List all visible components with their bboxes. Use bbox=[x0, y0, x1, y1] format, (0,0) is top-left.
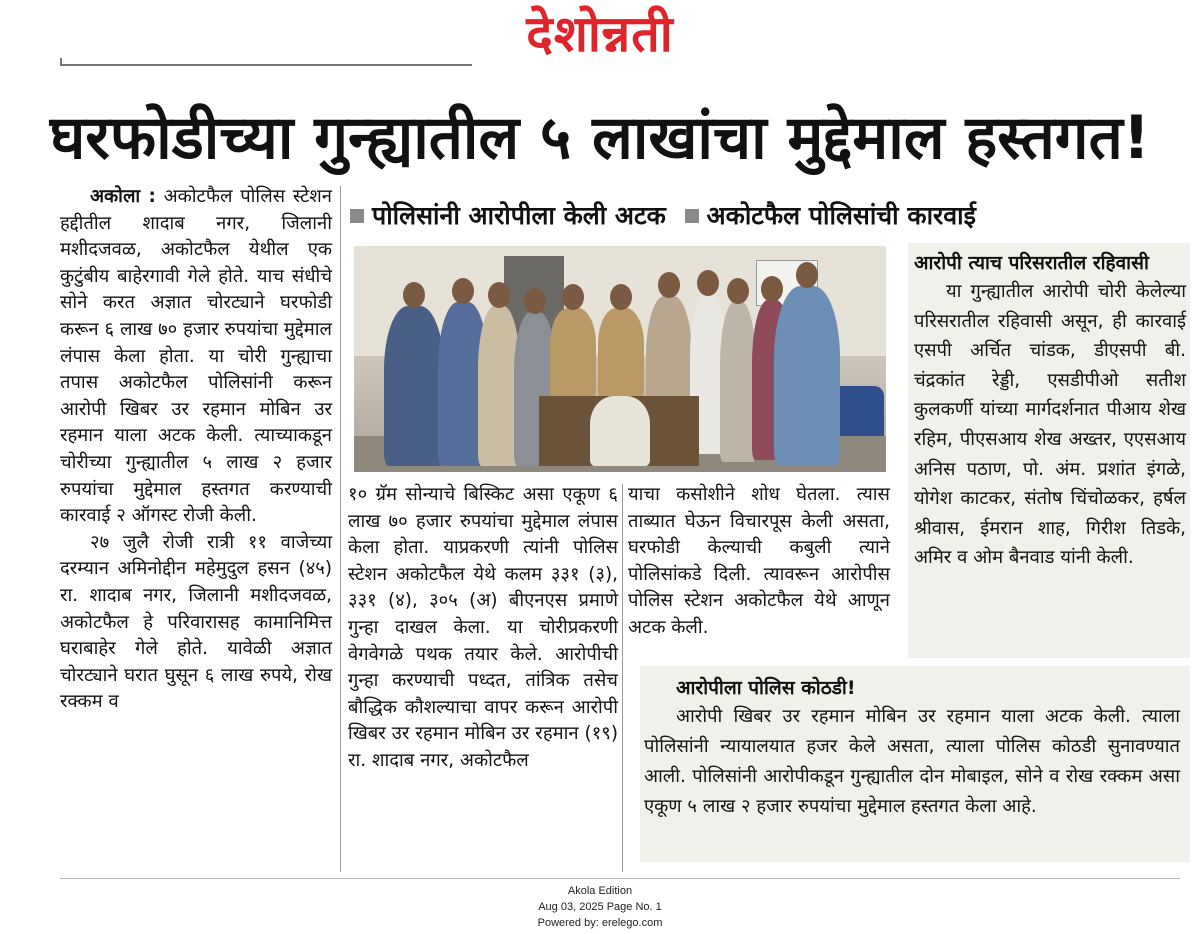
footer-rule bbox=[60, 878, 1180, 879]
photo-person bbox=[774, 286, 840, 466]
sidebar-residents-box bbox=[908, 243, 1190, 658]
column-divider-1 bbox=[340, 186, 341, 872]
sidebar-custody-title: आरोपीला पोलिस कोठडी! bbox=[676, 677, 856, 699]
article-col2-text: १० ग्रॅम सोन्याचे बिस्किट असा एकूण ६ लाख ७० हजार रुपयांचा मुद्देमाल लंपास केला होता. याप्रकरणी त्यांनी पोलिस स्टेशन अकोटफैल येथे कलम ३३१ (३), ३३१ (४), ३०५ (अ) बीएनएस प्रमाणे गुन्हा दाखल केला. या चोरीप्रकरणी वेगवेगळे पथक तयार केले. आरोपीची गुन्हा करण्याची पध्दत, तांत्रिक तसेच बौद्धिक कौशल्याचा वापर करून आरोपी खिबर उर रहमान मोबिन उर रहमान (१९) रा. शादाब नगर, अकोटफैल bbox=[348, 484, 618, 771]
sidebar-custody-text: आरोपी खिबर उर रहमान मोबिन उर रहमान याला अटक केली. त्याला पोलिसांनी न्यायालयात हजर केले असता, त्याला पोलिस कोठडी सुनावण्यात आली. पोलिसांनी आरोपीकडून गुन्ह्यातील दोन मोबाइल, सोने व रोख रक्कम असा एकूण ५ लाख २ हजार रुपयांचा मुद्देमाल हस्तगत केला आहे. bbox=[644, 706, 1180, 817]
article-column-2 bbox=[348, 482, 618, 775]
sidebar-residents-title: आरोपी त्याच परिसरातील रहिवासी bbox=[914, 252, 1149, 274]
sidebar-residents-text: या गुन्ह्यातील आरोपी चोरी केलेल्या परिसरातील रहिवासी असून, ही कारवाई एसपी अर्चित चांडक, डीएसपी बी. चंद्रकांत रेड्डी, एसडीपीओ सतीश कुलकर्णी यांच्या मार्गदर्शनात पीआय शेख रहिम, पीएसआय शेख अख्तर, एएसआय अनिस पठाण, पो. अंम. प्रशांत इंगळे, योगेश काटकर, संतोष चिंचोळकर, हर्षल श्रीवास, ईमरान शाह, गिरीश तिडके, अमिर व ओम बैनवाड यांनी केली. bbox=[914, 281, 1186, 569]
article-column-3 bbox=[628, 482, 890, 642]
square-bullet-icon bbox=[350, 209, 364, 223]
column-divider-2 bbox=[622, 484, 623, 872]
photo-person bbox=[720, 302, 756, 462]
article-col3-text: याचा कसोशीने शोध घेतला. त्यास ताब्यात घेऊन विचारपूस केली असता, घरफोडी केल्याची कबुली त्याने पोलिसांकडे दिली. त्यावरून आरोपीस पोलिस स्टेशन अकोटफैल येथे आणून अटक केली. bbox=[628, 484, 890, 638]
subheadline bbox=[350, 196, 1190, 236]
masthead-logo: देशोन्नती bbox=[526, 5, 674, 63]
headline: घरफोडीच्या गुन्ह्यातील ५ लाखांचा मुद्देमाल हस्तगत! bbox=[49, 103, 1151, 173]
subheadline-part-2: अकोटफैल पोलिसांची कारवाई bbox=[706, 201, 976, 230]
dateline: अकोला : bbox=[90, 186, 156, 207]
footer-powered-by: Powered by: erelego.com bbox=[537, 917, 663, 929]
sidebar-custody-box bbox=[640, 666, 1190, 862]
article-para-2: २७ जुलै रोजी रात्री ११ वाजेच्या दरम्यान अमिनोद्दीन महेमुदुल हसन (४५) रा. शादाब नगर, जिलानी मशीदजवळ, अकोटफैल हे परिवारासह कामानिमित्त घराबाहेर गेले होते. यावेळी अज्ञात चोरट्याने घरात घुसून ६ लाख रुपये, रोख रक्कम व bbox=[60, 531, 332, 713]
news-photo-police-with-accused bbox=[354, 246, 886, 472]
subheadline-part-1: पोलिसांनी आरोपीला केली अटक bbox=[372, 201, 666, 230]
photo-person bbox=[384, 306, 444, 466]
article-para-1-text: अकोटफैल पोलिस स्टेशन हद्दीतील शादाब नगर, जिलानी मशीदजवळ, अकोटफैल येथील एक कुटुंबीय बाहेरगावी गेले होते. याच संधीचे सोने करत अज्ञात चोरट्याने घरफोडी करून ६ लाख ७० हजार रुपयांचा मुद्देमाल लंपास केला होता. या चोरी गुन्ह्याचा तपास अकोटफैल पोलिसांनी करून आरोपी खिबर उर रहमान मोबिन उर रहमान याला अटक केली. त्याच्याकडून चोरीच्या गुन्ह्यातील ५ लाख २ हजार रुपयांचा मुद्देमाल हस्तगत करण्याची कारवाई २ ऑगस्ट रोजी केली. bbox=[60, 186, 332, 527]
photo-person bbox=[598, 308, 644, 398]
footer bbox=[0, 883, 1200, 931]
article-para-1 bbox=[60, 184, 332, 530]
masthead bbox=[0, 0, 1200, 70]
footer-date-page: Aug 03, 2025 Page No. 1 bbox=[538, 901, 662, 913]
masthead-rule bbox=[60, 64, 472, 66]
square-bullet-icon bbox=[685, 209, 699, 223]
photo-person bbox=[550, 308, 596, 398]
photo-accused-covered bbox=[590, 396, 650, 466]
footer-edition: Akola Edition bbox=[567, 885, 633, 897]
article-column-1 bbox=[60, 184, 332, 716]
